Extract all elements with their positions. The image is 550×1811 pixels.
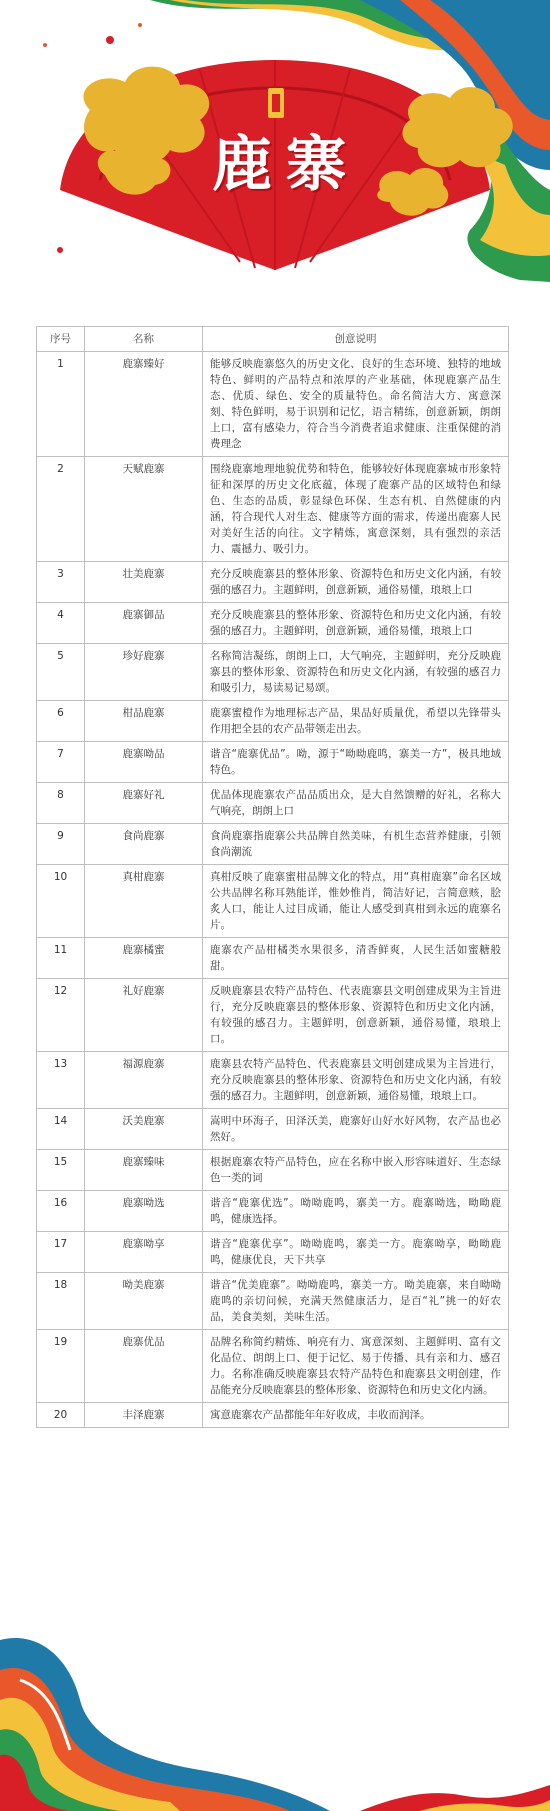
row-name: 食尚鹿寨 [85,824,203,865]
row-name: 天赋鹿寨 [85,457,203,562]
banner-title-area [176,120,396,200]
row-number: 20 [37,1403,85,1428]
row-number: 7 [37,742,85,783]
table-row [37,352,509,457]
row-description: 充分反映鹿寨县的整体形象、资源特色和历史文化内涵，有较强的感召力。主题鲜明，创意新颖，通俗易懂，琅琅上口 [203,562,509,603]
row-name: 鹿寨御品 [85,603,203,644]
row-number: 6 [37,701,85,742]
row-number: 4 [37,603,85,644]
row-name: 真柑鹿寨 [85,865,203,938]
table-row [37,603,509,644]
row-name: 鹿寨优品 [85,1330,203,1403]
row-description: 优品体现鹿寨农产品品质出众，是大自然馈赠的好礼，名称大气响亮，朗朗上口 [203,783,509,824]
row-number: 9 [37,824,85,865]
names-table [36,326,509,1428]
table-row [37,1232,509,1273]
row-number: 19 [37,1330,85,1403]
row-number: 13 [37,1052,85,1109]
table-row [37,1330,509,1403]
row-description: 食尚鹿寨指鹿寨公共品牌自然美味，有机生态营养健康，引领食尚潮流 [203,824,509,865]
header-name: 名称 [85,327,203,352]
row-number: 10 [37,865,85,938]
table-row [37,1403,509,1428]
table-row [37,824,509,865]
row-description: 谐音“鹿寨优品”。呦，源于“呦呦鹿鸣，寨美一方”，极具地域特色。 [203,742,509,783]
table-row [37,701,509,742]
row-name: 沃美鹿寨 [85,1109,203,1150]
row-description: 围绕鹿寨地理地貌优势和特色，能够较好体现鹿寨城市形象特征和深厚的历史文化底蕴，体现了鹿寨产品的区域特色和绿色、生态的品质，彰显绿色环保、生态有机、自然健康的内涵，符合现代人对生态、健康等方面的需求，传递出鹿寨人民对美好生活的向往。文字精炼，寓意深刻，具有强烈的亲活力、震撼力、吸引力。 [203,457,509,562]
row-number: 14 [37,1109,85,1150]
row-description: 谐音“鹿寨优享”。呦呦鹿鸣，寨美一方。鹿寨呦享，呦呦鹿鸣，健康优良，天下共享 [203,1232,509,1273]
row-number: 3 [37,562,85,603]
row-description: 能够反映鹿寨悠久的历史文化、良好的生态环境、独特的地域特色、鲜明的产品特点和浓厚的产业基础，体现鹿寨产品生态、优质、绿色、安全的质量特色。命名简洁大方、寓意深刻、特色鲜明，易于识别和记忆，语言精练，创意新颖，朗朗上口，富有感染力，符合当今消费者追求健康、注重保健的消费理念 [203,352,509,457]
row-description: 反映鹿寨县农特产品特色、代表鹿寨县文明创建成果为主旨进行，充分反映鹿寨县的整体形象、资源特色和历史文化内涵，有较强的感召力。主题鲜明，创意新颖，通俗易懂，琅琅上口。 [203,979,509,1052]
row-description: 充分反映鹿寨县的整体形象、资源特色和历史文化内涵，有较强的感召力。主题鲜明，创意新颖，通俗易懂，琅琅上口 [203,603,509,644]
row-description: 名称简洁凝练，朗朗上口，大气响亮，主题鲜明，充分反映鹿寨县的整体形象、资源特色和历史文化内涵，有较强的感召力和吸引力，易读易记易颂。 [203,644,509,701]
row-name: 柑品鹿寨 [85,701,203,742]
row-name: 丰泽鹿寨 [85,1403,203,1428]
table-row [37,938,509,979]
table-row [37,865,509,938]
row-description: 嵩明中环海子，田泽沃美，鹿寨好山好水好风物，农产品也必然好。 [203,1109,509,1150]
row-name: 鹿寨呦品 [85,742,203,783]
row-description: 品牌名称简约精炼、响亮有力、寓意深刻、主题鲜明、富有文化品位、朗朗上口、便于记忆、易于传播、具有亲和力、感召力。名称准确反映鹿寨县农特产品特色和鹿寨县文明创建，作品能充分反映鹿寨县的整体形象、资源特色和历史文化内涵。 [203,1330,509,1403]
row-description: 谐音“优美鹿寨”。呦呦鹿鸣，寨美一方。呦美鹿寨，来自呦呦鹿鸣的亲切问候，充满天然健康活力，是百“礼”挑一的好农品，美食美刻，美味生活。 [203,1273,509,1330]
row-description: 鹿寨农产品柑橘类水果很多，清香鲜爽，人民生活如蜜糖般甜。 [203,938,509,979]
table-row [37,644,509,701]
table-row [37,1273,509,1330]
row-number: 18 [37,1273,85,1330]
row-name: 鹿寨橘蜜 [85,938,203,979]
row-number: 17 [37,1232,85,1273]
table-row [37,742,509,783]
row-description: 鹿寨蜜橙作为地理标志产品，果品好质量优，希望以先锋带头作用把全县的农产品带领走出去。 [203,701,509,742]
table-row [37,562,509,603]
table-row [37,1191,509,1232]
row-number: 12 [37,979,85,1052]
table-row [37,457,509,562]
row-number: 1 [37,352,85,457]
table-row [37,979,509,1052]
row-name: 鹿寨臻好 [85,352,203,457]
names-table-container [36,326,508,1428]
header-number: 序号 [37,327,85,352]
row-number: 16 [37,1191,85,1232]
row-name: 鹿寨臻味 [85,1150,203,1191]
row-name: 鹿寨呦享 [85,1232,203,1273]
row-description: 鹿寨县农特产品特色、代表鹿寨县文明创建成果为主旨进行，充分反映鹿寨县的整体形象、资源特色和历史文化内涵，有较强的感召力。主题鲜明，创意新颖，通俗易懂，琅琅上口。 [203,1052,509,1109]
table-row [37,1109,509,1150]
row-name: 福源鹿寨 [85,1052,203,1109]
row-name: 鹿寨呦选 [85,1191,203,1232]
row-name: 礼好鹿寨 [85,979,203,1052]
table-row [37,783,509,824]
row-number: 2 [37,457,85,562]
swirl-ribbons-bottom [0,1638,550,1811]
table-header-row [37,327,509,352]
row-number: 15 [37,1150,85,1191]
table-row [37,1150,509,1191]
banner-title: 鹿寨 [212,130,360,200]
row-name: 呦美鹿寨 [85,1273,203,1330]
header-description: 创意说明 [203,327,509,352]
row-name: 珍好鹿寨 [85,644,203,701]
table-body [37,352,509,1428]
row-name: 壮美鹿寨 [85,562,203,603]
table-row [37,1052,509,1109]
row-number: 8 [37,783,85,824]
row-description: 根据鹿寨农特产品特色，应在名称中嵌入形容味道好、生态绿色一类的词 [203,1150,509,1191]
bottom-decoration [0,1590,550,1811]
row-number: 11 [37,938,85,979]
row-description: 真柑反映了鹿寨蜜柑品牌文化的特点，用“真柑鹿寨”命名区域公共品牌名称耳熟能详，惟妙惟肖，简洁好记，言简意赅，脍炙人口，能让人过目成诵，能让人感受到真柑到永远的鹿寨名片。 [203,865,509,938]
row-number: 5 [37,644,85,701]
row-description: 谐音“鹿寨优选”。呦呦鹿鸣，寨美一方。鹿寨呦选，呦呦鹿鸣，健康选择。 [203,1191,509,1232]
row-name: 鹿寨好礼 [85,783,203,824]
row-description: 寓意鹿寨农产品都能年年好收成，丰收而润泽。 [203,1403,509,1428]
